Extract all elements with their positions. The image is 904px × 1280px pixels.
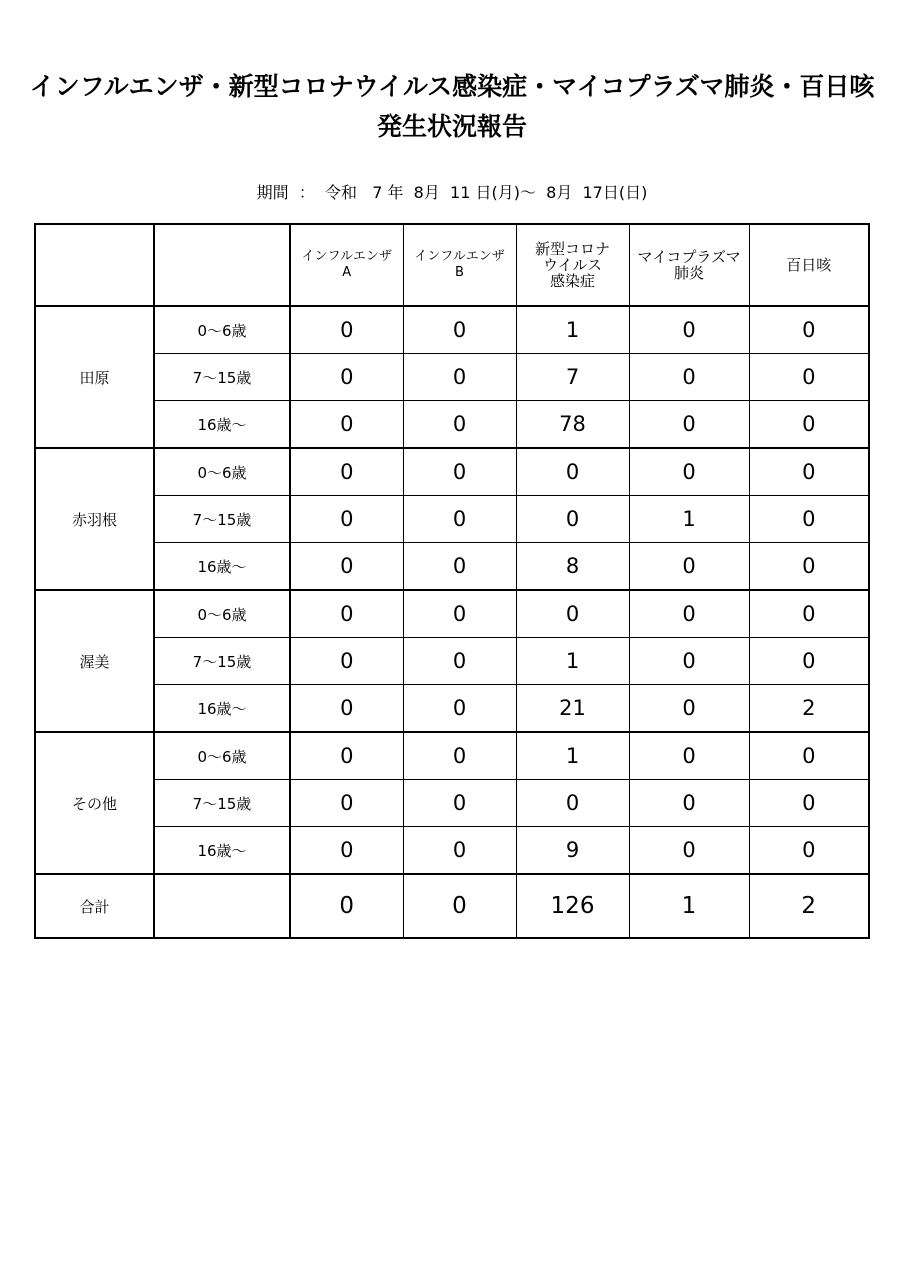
case-count-cell: 0 bbox=[629, 401, 749, 449]
region-name: 渥美 bbox=[35, 590, 154, 732]
case-count-cell: 0 bbox=[749, 354, 869, 401]
case-count-cell: 1 bbox=[516, 638, 629, 685]
case-count-cell: 2 bbox=[749, 685, 869, 733]
case-count-cell: 0 bbox=[403, 543, 516, 591]
report-title-line2: 発生状況報告 bbox=[376, 112, 527, 141]
table-row bbox=[35, 543, 869, 591]
case-count-cell: 21 bbox=[516, 685, 629, 733]
table-row bbox=[35, 732, 869, 780]
total-blank-cell bbox=[154, 874, 290, 938]
case-count-cell: 0 bbox=[403, 306, 516, 354]
total-count-cell: 2 bbox=[749, 874, 869, 938]
case-count-cell: 0 bbox=[290, 496, 403, 543]
case-count-cell: 0 bbox=[516, 780, 629, 827]
case-count-cell: 0 bbox=[403, 590, 516, 638]
report-table bbox=[34, 223, 870, 939]
case-count-cell: 0 bbox=[749, 732, 869, 780]
case-count-cell: 0 bbox=[629, 590, 749, 638]
case-count-cell: 0 bbox=[290, 827, 403, 875]
case-count-cell: 0 bbox=[403, 448, 516, 496]
header-covid: 新型コロナ ウイルス 感染症 bbox=[516, 224, 629, 306]
header-row bbox=[35, 224, 869, 306]
table-row bbox=[35, 827, 869, 875]
header-influenza-b: インフルエンザ B bbox=[403, 224, 516, 306]
case-count-cell: 0 bbox=[290, 543, 403, 591]
total-count-cell: 0 bbox=[290, 874, 403, 938]
case-count-cell: 0 bbox=[629, 685, 749, 733]
case-count-cell: 0 bbox=[403, 496, 516, 543]
table-row bbox=[35, 306, 869, 354]
age-group: 0〜6歳 bbox=[154, 732, 290, 780]
total-count-cell: 126 bbox=[516, 874, 629, 938]
case-count-cell: 0 bbox=[403, 354, 516, 401]
case-count-cell: 0 bbox=[629, 354, 749, 401]
case-count-cell: 0 bbox=[290, 732, 403, 780]
case-count-cell: 0 bbox=[629, 732, 749, 780]
case-count-cell: 0 bbox=[403, 827, 516, 875]
case-count-cell: 0 bbox=[749, 827, 869, 875]
table-row bbox=[35, 685, 869, 733]
table-row bbox=[35, 401, 869, 449]
case-count-cell: 0 bbox=[403, 685, 516, 733]
case-count-cell: 1 bbox=[516, 306, 629, 354]
total-count-cell: 1 bbox=[629, 874, 749, 938]
header-influenza-a: インフルエンザ A bbox=[290, 224, 403, 306]
table-row bbox=[35, 448, 869, 496]
header-mycoplasma: マイコプラズマ 肺炎 bbox=[629, 224, 749, 306]
case-count-cell: 0 bbox=[629, 827, 749, 875]
case-count-cell: 0 bbox=[290, 638, 403, 685]
region-name: その他 bbox=[35, 732, 154, 874]
case-count-cell: 0 bbox=[749, 543, 869, 591]
total-row bbox=[35, 874, 869, 938]
age-group: 0〜6歳 bbox=[154, 590, 290, 638]
region-name: 田原 bbox=[35, 306, 154, 448]
case-count-cell: 0 bbox=[629, 448, 749, 496]
case-count-cell: 0 bbox=[516, 448, 629, 496]
report-period: 期間 ： 令和 7 年 8月 11 日(月)〜 8月 17日(日) bbox=[256, 183, 648, 202]
case-count-cell: 8 bbox=[516, 543, 629, 591]
age-group: 16歳〜 bbox=[154, 685, 290, 733]
age-group: 7〜15歳 bbox=[154, 780, 290, 827]
case-count-cell: 0 bbox=[749, 780, 869, 827]
age-group: 0〜6歳 bbox=[154, 306, 290, 354]
case-count-cell: 1 bbox=[629, 496, 749, 543]
case-count-cell: 1 bbox=[516, 732, 629, 780]
case-count-cell: 0 bbox=[403, 401, 516, 449]
case-count-cell: 78 bbox=[516, 401, 629, 449]
age-group: 16歳〜 bbox=[154, 543, 290, 591]
total-count-cell: 0 bbox=[403, 874, 516, 938]
case-count-cell: 0 bbox=[749, 638, 869, 685]
table-row bbox=[35, 496, 869, 543]
case-count-cell: 0 bbox=[290, 401, 403, 449]
report-title-line1: インフルエンザ・新型コロナウイルス感染症・マイコプラズマ肺炎・百日咳 bbox=[29, 72, 875, 101]
age-group: 16歳〜 bbox=[154, 827, 290, 875]
table-row bbox=[35, 354, 869, 401]
age-group: 16歳〜 bbox=[154, 401, 290, 449]
case-count-cell: 0 bbox=[516, 496, 629, 543]
case-count-cell: 0 bbox=[629, 306, 749, 354]
case-count-cell: 9 bbox=[516, 827, 629, 875]
case-count-cell: 0 bbox=[629, 638, 749, 685]
table-row bbox=[35, 590, 869, 638]
header-region-blank bbox=[35, 224, 154, 306]
case-count-cell: 0 bbox=[749, 306, 869, 354]
case-count-cell: 0 bbox=[403, 780, 516, 827]
case-count-cell: 0 bbox=[749, 496, 869, 543]
case-count-cell: 0 bbox=[749, 448, 869, 496]
age-group: 0〜6歳 bbox=[154, 448, 290, 496]
case-count-cell: 0 bbox=[749, 401, 869, 449]
case-count-cell: 0 bbox=[290, 590, 403, 638]
case-count-cell: 0 bbox=[403, 638, 516, 685]
table-row bbox=[35, 638, 869, 685]
case-count-cell: 0 bbox=[290, 306, 403, 354]
case-count-cell: 0 bbox=[290, 685, 403, 733]
age-group: 7〜15歳 bbox=[154, 354, 290, 401]
age-group: 7〜15歳 bbox=[154, 638, 290, 685]
case-count-cell: 0 bbox=[629, 780, 749, 827]
case-count-cell: 0 bbox=[403, 732, 516, 780]
age-group: 7〜15歳 bbox=[154, 496, 290, 543]
case-count-cell: 7 bbox=[516, 354, 629, 401]
header-pertussis: 百日咳 bbox=[749, 224, 869, 306]
total-label: 合計 bbox=[35, 874, 154, 938]
case-count-cell: 0 bbox=[516, 590, 629, 638]
case-count-cell: 0 bbox=[290, 780, 403, 827]
case-count-cell: 0 bbox=[749, 590, 869, 638]
case-count-cell: 0 bbox=[290, 354, 403, 401]
header-age-blank bbox=[154, 224, 290, 306]
table-row bbox=[35, 780, 869, 827]
case-count-cell: 0 bbox=[290, 448, 403, 496]
region-name: 赤羽根 bbox=[35, 448, 154, 590]
case-count-cell: 0 bbox=[629, 543, 749, 591]
